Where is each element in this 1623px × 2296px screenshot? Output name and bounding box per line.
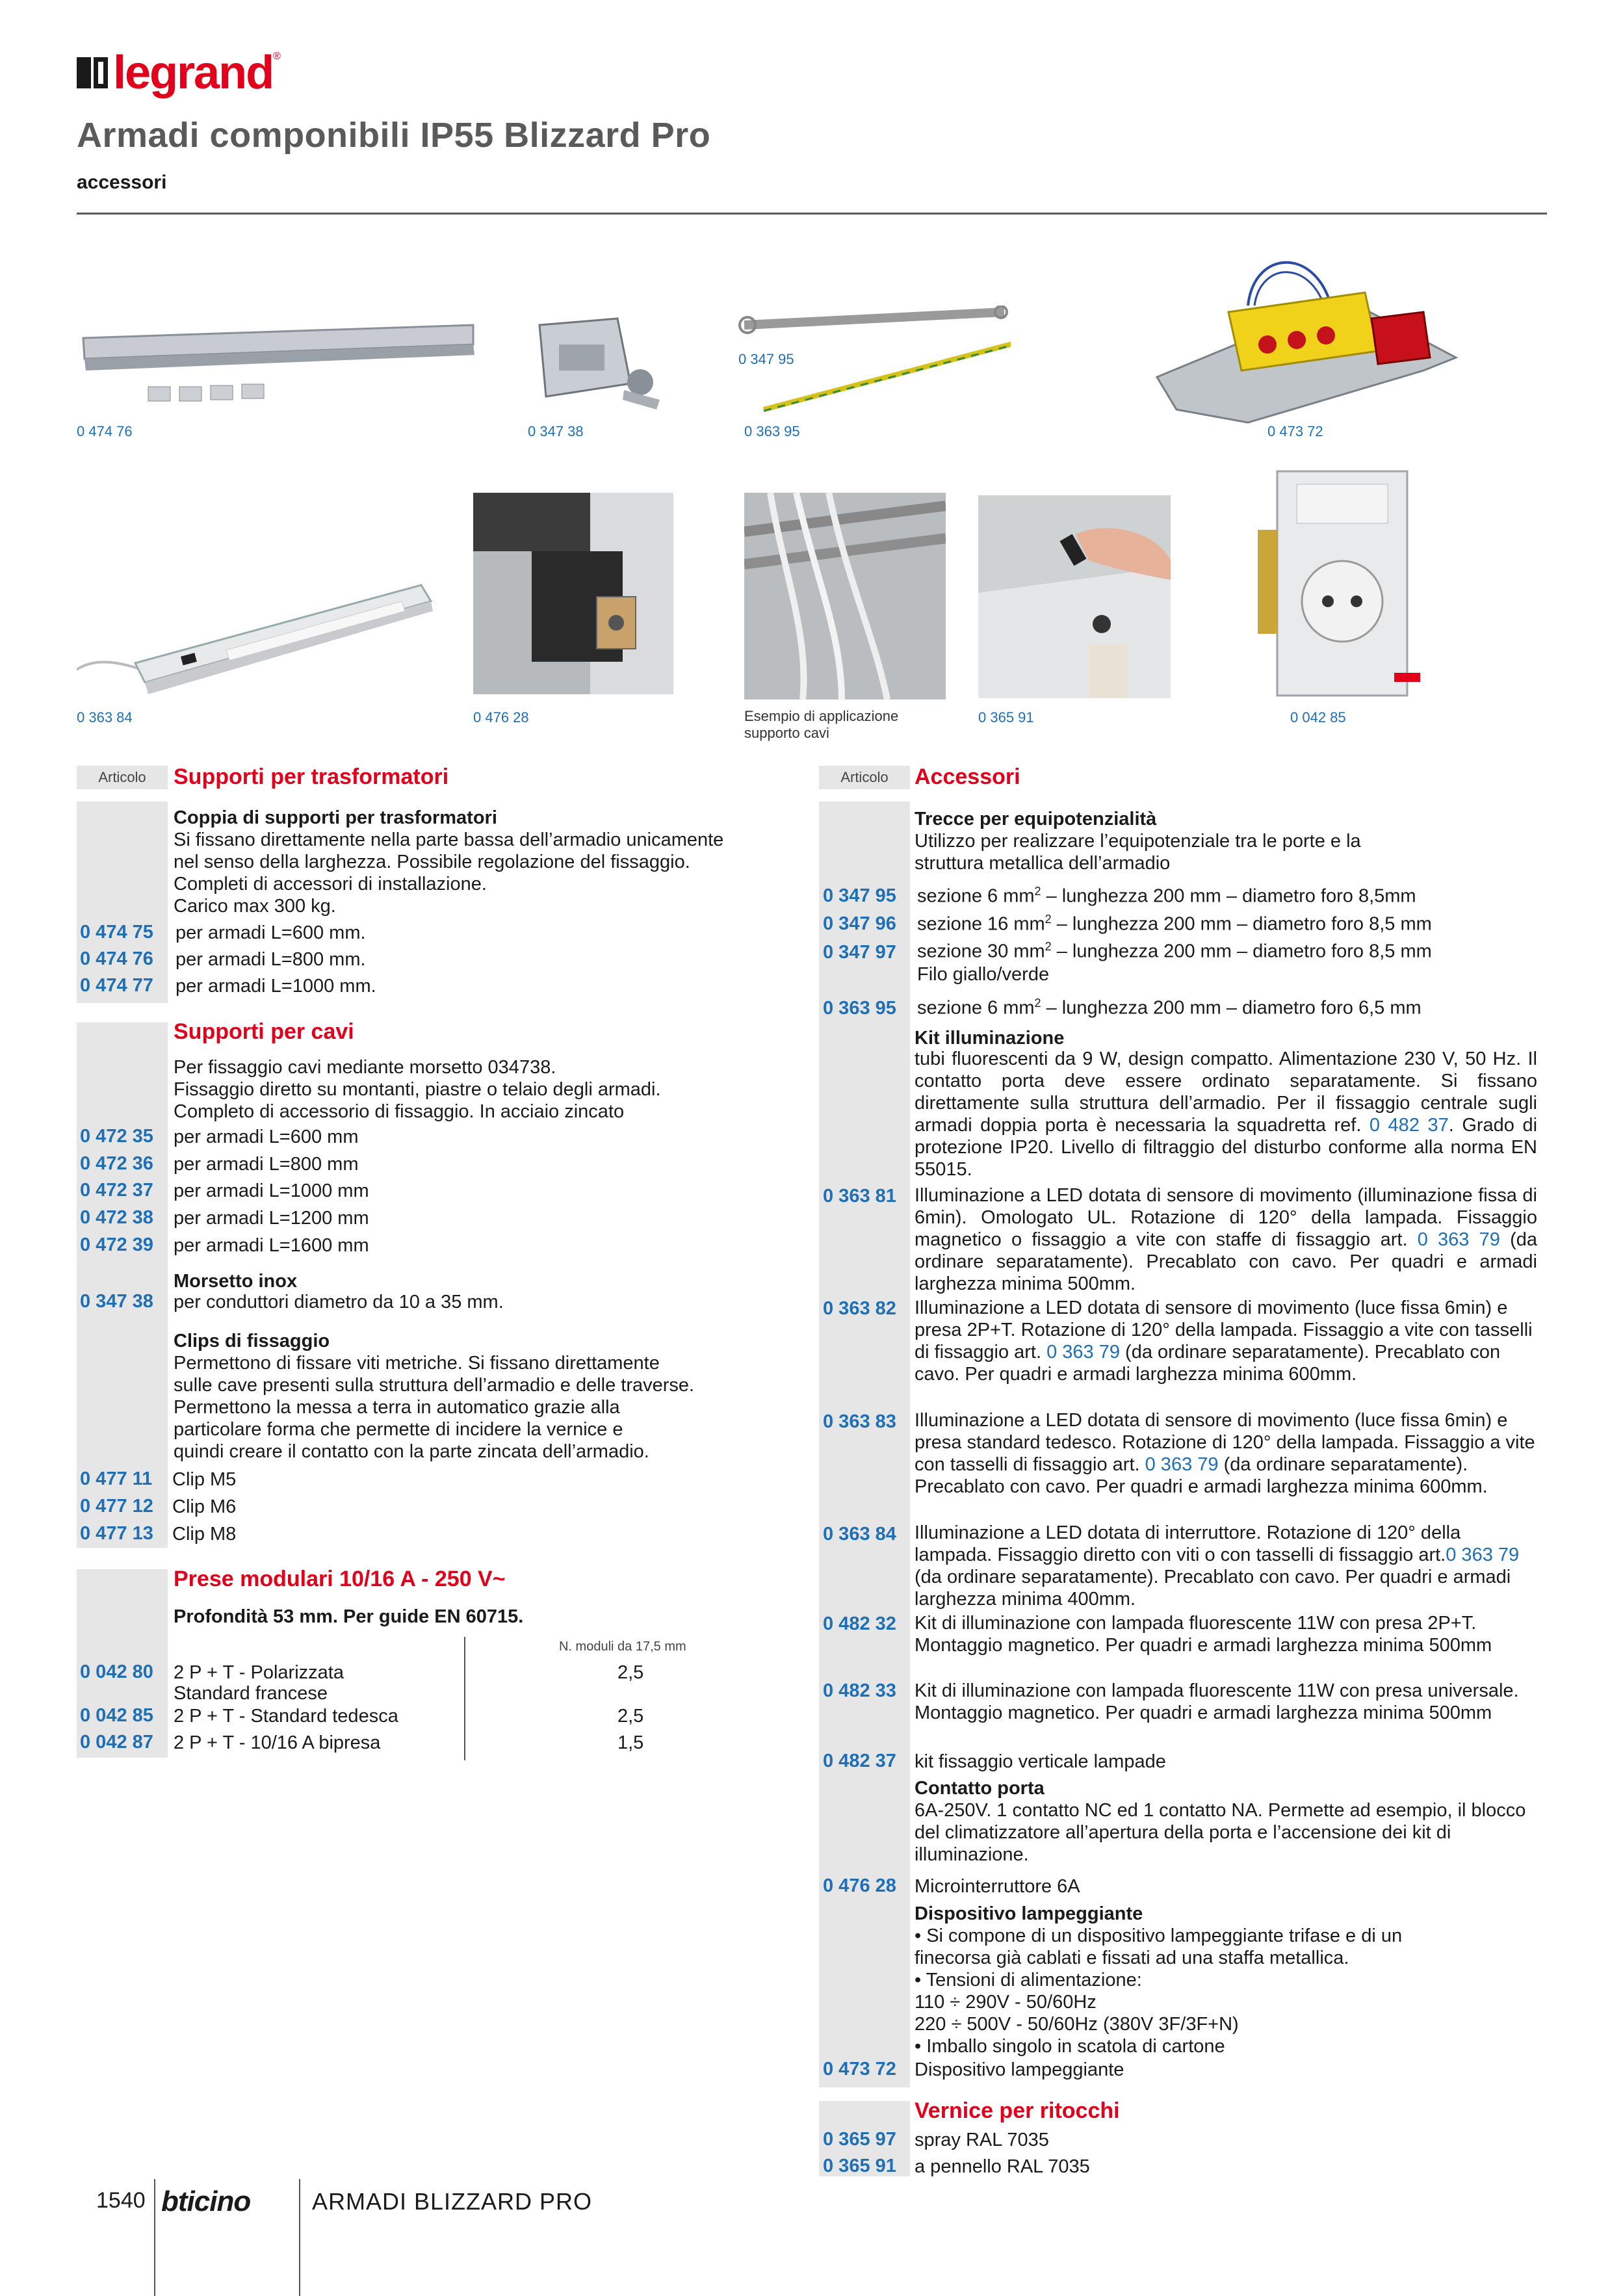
caption: 0 347 95 <box>738 351 794 367</box>
footer-divider <box>299 2179 300 2296</box>
caption: Esempio di applicazione <box>744 708 899 724</box>
article-desc: sezione 6 $mm^2$ – lunghezza 200 mm – diametro foro 8,5mm <box>917 885 1416 907</box>
section-title: Prese modulari 10/16 A - 250 V~ <box>174 1567 506 1591</box>
item-title: Kit illuminazione <box>915 1028 1065 1049</box>
article-code: 0 477 13 <box>80 1523 153 1544</box>
article-desc: per armadi L=1000 mm. <box>175 976 376 997</box>
caption: 0 042 85 <box>1290 709 1346 725</box>
item-title: Coppia di supporti per trasformatori <box>174 807 497 828</box>
photo-dispositivo-lampeggiante <box>1150 241 1475 429</box>
caption: 0 363 95 <box>744 423 800 439</box>
article-code: 0 365 97 <box>823 2129 896 2150</box>
article-code: 0 472 36 <box>80 1153 153 1174</box>
article-code: 0 347 95 <box>823 885 896 906</box>
article-desc: sezione 16 $mm^2$ – lunghezza 200 mm – diametro foro 8,5 mm <box>917 913 1432 935</box>
bticino-logo: bticino <box>161 2185 251 2217</box>
article-desc: per conduttori diametro da 10 a 35 mm. <box>174 1292 504 1312</box>
article-desc: Microinterruttore 6A <box>915 1876 1080 1897</box>
article-desc: per armadi L=1600 mm <box>174 1235 369 1256</box>
article-desc: 2 P + T - Standard tedesca <box>174 1706 398 1727</box>
item-title: Profondità 53 mm. Per guide EN 60715. <box>174 1606 524 1627</box>
article-desc: a pennello RAL 7035 <box>915 2156 1090 2177</box>
article-code: 0 347 97 <box>823 942 896 963</box>
desc-line: Completi di accessori di installazione. <box>174 874 487 894</box>
section-title: Supporti per cavi <box>174 1019 354 1044</box>
article-code: 0 363 82 <box>823 1298 896 1319</box>
article-code: 0 482 32 <box>823 1613 896 1634</box>
item-title: Morsetto inox <box>174 1271 298 1292</box>
desc-line: particolare forma che permette di incidere la vernice e <box>174 1419 623 1440</box>
item-title: Clips di fissaggio <box>174 1331 330 1351</box>
article-code: 0 472 37 <box>80 1180 153 1201</box>
section-title: Supporti per trasformatori <box>174 764 449 789</box>
article-desc: sezione 6 $mm^2$ – lunghezza 200 mm – diametro foro 6,5 mm <box>917 997 1422 1019</box>
article-desc: per armadi L=600 mm <box>174 1127 359 1147</box>
article-desc: Dispositivo lampeggiante <box>915 2059 1124 2080</box>
article-desc: 2 P + T - 10/16 A bipresa <box>174 1732 381 1753</box>
photo-supporto-cavi <box>744 493 946 699</box>
article-code: 0 363 81 <box>823 1186 896 1207</box>
caption: 0 363 84 <box>77 709 133 725</box>
article-desc: kit fissaggio verticale lampade <box>915 1751 1166 1772</box>
photo-microinterruttore <box>473 493 673 694</box>
column-divider <box>464 1637 465 1760</box>
article-code: 0 363 95 <box>823 998 896 1019</box>
caption: 0 474 76 <box>77 423 133 439</box>
article-desc: per armadi L=800 mm <box>174 1154 359 1175</box>
photo-vernice-pennello <box>978 495 1171 698</box>
article-desc: per armadi L=800 mm. <box>175 949 366 970</box>
section-title: Accessori <box>915 764 1020 789</box>
article-code: 0 472 39 <box>80 1234 153 1255</box>
article-desc: spray RAL 7035 <box>915 2130 1049 2150</box>
article-code: 0 474 77 <box>80 975 153 996</box>
article-desc: per armadi L=600 mm. <box>175 922 366 943</box>
article-desc: Kit di illuminazione con lampada fluorescente 11W con presa universale. Montaggio magnetico. Per quadri e armadi larghezza minima 500mm <box>915 1680 1519 1723</box>
caption: supporto cavi <box>744 725 829 741</box>
caption: 0 476 28 <box>473 709 529 725</box>
desc-line: • Tensioni di alimentazione: <box>915 1970 1142 1990</box>
article-desc: Illuminazione a LED dotata di sensore di movimento (luce fissa 6min) e presa 2P+T. Rotazione di 120° della lampada. Fissaggio a vite con tasselli di fissaggio art. 0 363 79 (da ordinare separatamente). Precablato con cavo. Per quadri e armadi larghezza minima 600mm. <box>915 1298 1533 1385</box>
desc-line: Carico max 300 kg. <box>174 896 336 917</box>
page-number: 1540 <box>96 2188 146 2213</box>
desc-line: Per fissaggio cavi mediante morsetto 034738. <box>174 1057 556 1078</box>
desc-line: Permettono di fissare viti metriche. Si fissano direttamente <box>174 1353 660 1374</box>
articolo-header: Articolo <box>819 766 910 789</box>
article-code: 0 477 11 <box>80 1468 153 1489</box>
article-desc: Clip M8 <box>172 1524 237 1545</box>
brand-name: legrand <box>113 47 274 99</box>
articolo-header: Articolo <box>77 766 168 789</box>
footer-section-name: ARMADI BLIZZARD PRO <box>312 2188 593 2215</box>
header-rule <box>77 213 1547 215</box>
item-title: Dispositivo lampeggiante <box>915 1903 1143 1924</box>
page-subtitle: accessori <box>77 172 167 193</box>
modules-value: 2,5 <box>617 1662 644 1683</box>
desc-line: Si fissano direttamente nella parte bassa dell’armadio unicamente <box>174 829 724 850</box>
modules-header: N. moduli da 17,5 mm <box>559 1639 686 1654</box>
article-code: 0 482 33 <box>823 1680 896 1701</box>
article-code: 0 474 75 <box>80 922 153 943</box>
article-desc: 2 P + T - Polarizzata <box>174 1662 344 1683</box>
article-code: 0 042 80 <box>80 1662 153 1682</box>
kit-description: tubi fluorescenti da 9 W, design compatto. Alimentazione 230 V, 50 Hz. Il contatto porta deve essere ordinato separatamente. Si fissano direttamente sulla struttura dell’armadio. Per il fissaggio centrale sugli armadi doppia porta è necessaria la squadretta ref. 0 482 37. Grado di protezione IP20. Livello di filtraggio del disturbo conforme alla norma EN 55015. <box>915 1049 1538 1180</box>
desc-line: Permettono la messa a terra in automatico grazie alla <box>174 1397 620 1418</box>
caption: 0 347 38 <box>528 423 584 439</box>
article-code: 0 473 72 <box>823 2059 896 2080</box>
desc-line: • Si compone di un dispositivo lampeggiante trifase e di un <box>915 1925 1403 1946</box>
desc-line: sulle cave presenti sulla struttura dell’armadio e delle traverse. <box>174 1375 695 1396</box>
contatto-description: 6A-250V. 1 contatto NC ed 1 contatto NA. Permette ad esempio, il blocco del climatizzatore all’apertura della porta e l’accensione dei kit di illuminazione. <box>915 1800 1526 1865</box>
article-code: 0 347 96 <box>823 913 896 934</box>
article-desc: per armadi L=1000 mm <box>174 1181 369 1201</box>
article-desc: Illuminazione a LED dotata di sensore di movimento (illuminazione fissa di 6min). Omologato UL. Rotazione di 120° della lampada. Fissaggio magnetico o fissaggio a vite con staffe di fissaggio art. 0 363 79 (da ordinare separatamente). Precablato con cavo. Per quadri e armadi larghezza minima 500mm. <box>915 1185 1537 1294</box>
article-desc: Clip M6 <box>172 1496 237 1517</box>
legrand-logo <box>77 47 281 99</box>
desc-line: nel senso della larghezza. Possibile regolazione del fissaggio. <box>174 852 690 872</box>
article-code: 0 472 35 <box>80 1126 153 1147</box>
article-code: 0 042 87 <box>80 1732 153 1753</box>
article-desc: Clip M5 <box>172 1469 237 1490</box>
article-desc: Illuminazione a LED dotata di sensore di movimento (luce fissa 6min) e presa standard tedesco. Rotazione di 120° della lampada. Fissaggio a vite con tasselli di fissaggio art. 0 363 79 (da ordinare separatamente). Precablato con cavo. Per quadri e armadi larghezza minima 600mm. <box>915 1410 1535 1497</box>
article-desc: sezione 30 $mm^2$ – lunghezza 200 mm – diametro foro 8,5 mm <box>917 940 1432 962</box>
desc-line: finecorsa già cablati e fissati ad una staffa metallica. <box>915 1948 1349 1968</box>
page-title: Armadi componibili IP55 Blizzard Pro <box>77 116 711 155</box>
article-code: 0 476 28 <box>823 1875 896 1896</box>
desc-line: struttura metallica dell’armadio <box>915 853 1171 874</box>
article-code: 0 042 85 <box>80 1705 153 1726</box>
article-code: 0 472 38 <box>80 1207 153 1228</box>
article-code: 0 347 38 <box>80 1291 153 1312</box>
desc-line: Utilizzo per realizzare l’equipotenziale tra le porte e la <box>915 831 1361 852</box>
modules-value: 1,5 <box>617 1732 644 1753</box>
article-desc: Illuminazione a LED dotata di interruttore. Rotazione di 120° della lampada. Fissaggio diretto con viti o con tasselli di fissaggio art.0 363 79 (da ordinare separatamente). Precablato con cavo. Per quadri e armadi larghezza minima 400mm. <box>915 1522 1520 1610</box>
article-code: 0 365 91 <box>823 2156 896 2176</box>
code-column <box>77 802 168 1003</box>
item-title: Trecce per equipotenzialità <box>915 809 1157 829</box>
article-code: 0 363 84 <box>823 1524 896 1545</box>
modules-value: 2,5 <box>617 1706 644 1727</box>
photo-presa-tedesca <box>1251 465 1433 702</box>
article-desc: Standard francese <box>174 1683 328 1704</box>
photo-transformer-support <box>77 319 480 423</box>
legrand-mark-icon <box>77 57 108 88</box>
section-title: Vernice per ritocchi <box>915 2098 1120 2123</box>
article-code: 0 482 37 <box>823 1751 896 1771</box>
photo-led-lamp <box>77 572 441 702</box>
desc-line: Fissaggio diretto su montanti, piastre o telaio degli armadi. <box>174 1079 661 1100</box>
desc-line: quindi creare il contatto con la parte zincata dell’armadio. <box>174 1441 649 1462</box>
desc-line: 110 ÷ 290V - 50/60Hz <box>915 1992 1097 2013</box>
desc-line: • Imballo singolo in scatola di cartone <box>915 2036 1225 2057</box>
desc-line: Filo giallo/verde <box>917 964 1050 985</box>
desc-line: 220 ÷ 500V - 50/60Hz (380V 3F/3F+N) <box>915 2014 1239 2035</box>
article-desc: per armadi L=1200 mm <box>174 1208 369 1229</box>
article-code: 0 363 83 <box>823 1411 896 1432</box>
desc-line: Completo di accessorio di fissaggio. In acciaio zincato <box>174 1101 625 1122</box>
caption: 0 365 91 <box>978 709 1034 725</box>
article-code: 0 474 76 <box>80 948 153 969</box>
caption: 0 473 72 <box>1267 423 1323 439</box>
photo-morsetto-inox <box>520 306 669 416</box>
article-code: 0 477 12 <box>80 1496 153 1517</box>
item-title: Contatto porta <box>915 1778 1045 1799</box>
footer-divider <box>154 2179 155 2296</box>
article-desc: Kit di illuminazione con lampada fluorescente 11W con presa 2P+T. Montaggio magnetico. Per quadri e armadi larghezza minima 500mm <box>915 1613 1492 1656</box>
registered-mark: ® <box>273 51 281 62</box>
